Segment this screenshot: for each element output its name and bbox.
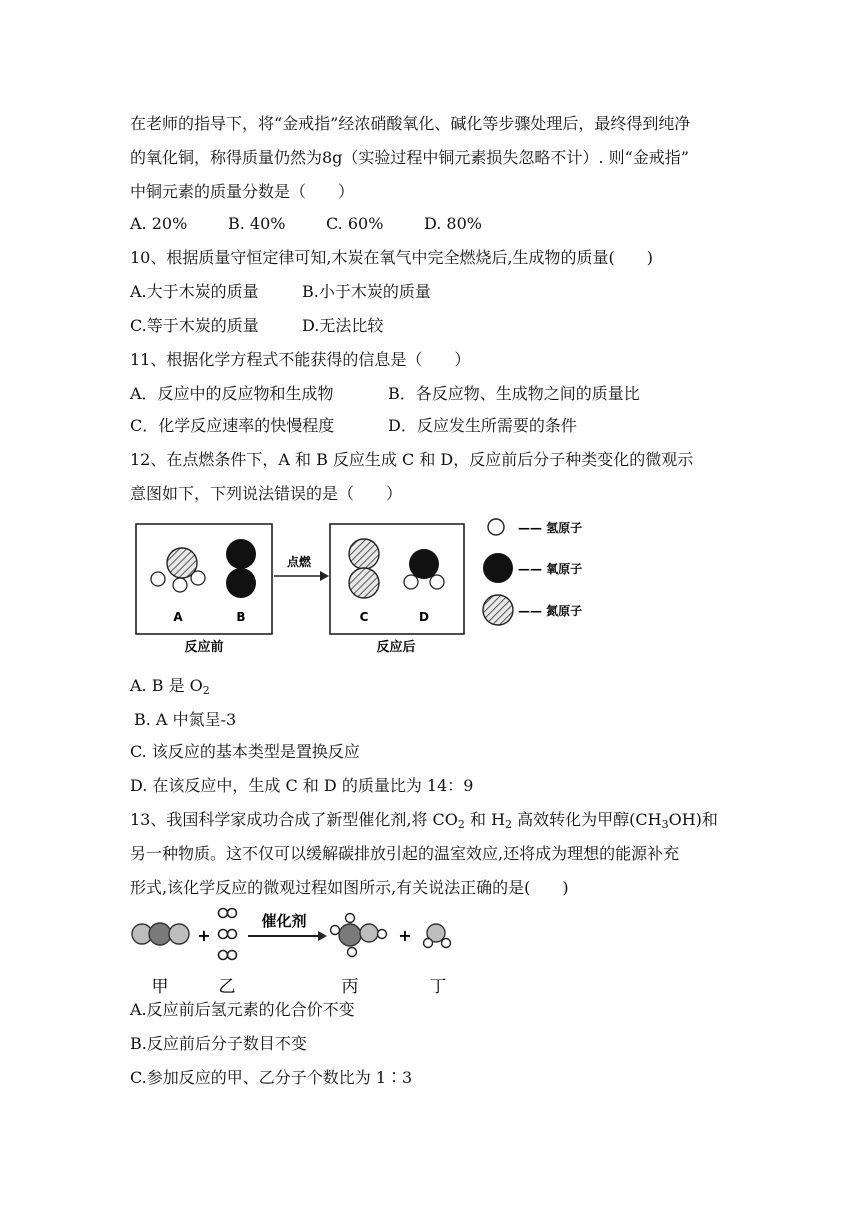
q13-option-a: A.反应前后氢元素的化合价不变 [130, 1000, 355, 1019]
q12-option-d: D. 在该反应中，生成 C 和 D 的质量比为 14：9 [130, 776, 474, 795]
q9-options [130, 214, 482, 234]
label-before: 反应前 [184, 640, 224, 655]
plus-1: + [197, 926, 211, 945]
molecule-yi [219, 909, 237, 960]
q13-reaction-figure [128, 900, 468, 1000]
q9-stem-line-2: 的氧化铜，称得质量仍然为8g（实验过程中铜元素损失忽略不计）. 则“金戒指” [130, 148, 689, 167]
label-d: D [419, 610, 429, 624]
q10-option-d: D.无法比较 [302, 316, 384, 335]
legend-hydrogen-label: —— 氢原子 [518, 521, 583, 535]
q10-stem: 10、根据质量守恒定律可知,木炭在氧气中完全燃烧后,生成物的质量( ) [130, 248, 654, 267]
molecule-jia [132, 923, 189, 945]
legend-oxygen-swatch [483, 553, 513, 583]
legend-oxygen-label: —— 氧原子 [518, 562, 583, 576]
q9-option-b: B. 40% [228, 214, 286, 233]
q12-reaction-figure [134, 516, 614, 658]
molecule-a [151, 548, 205, 592]
q12-option-c: C. 该反应的基本类型是置换反应 [130, 742, 360, 761]
q11-stem: 11、根据化学方程式不能获得的信息是（ ） [130, 350, 471, 369]
q9-stem-line-3: 中铜元素的质量分数是（ ） [130, 182, 355, 201]
q13-stem-part-4: OH)和 [668, 810, 718, 829]
reaction-arrow [274, 571, 329, 581]
q13-stem-line-2: 另一种物质。这不仅可以缓解碳排放引起的温室效应,还将成为理想的能源补充 [130, 844, 680, 863]
q13-sub-1: 2 [457, 818, 465, 831]
q13-stem-line-3: 形式,该化学反应的微观过程如图所示,有关说法正确的是( ) [130, 878, 569, 897]
q9-option-d: D. 80% [424, 214, 482, 233]
q13-sub-2: 2 [505, 818, 513, 831]
label-c: C [359, 610, 369, 624]
q12-stem-line-2: 意图如下，下列说法错误的是（ ） [130, 484, 403, 503]
molecule-d [404, 549, 444, 589]
plus-2: + [398, 926, 412, 945]
q12-option-a-subscript: 2 [202, 684, 210, 697]
label-bing: 丙 [341, 977, 359, 997]
q10-option-c: C.等于木炭的质量 [130, 316, 259, 335]
q13-stem-part-1: 13、我国科学家成功合成了新型催化剂,将 CO [130, 810, 458, 829]
arrow-label-ignite: 点燃 [286, 555, 312, 569]
q13-option-b: B.反应前后分子数目不变 [130, 1034, 307, 1053]
label-ding: 丁 [429, 977, 447, 997]
legend-hydrogen-swatch [488, 519, 504, 535]
q11-option-a: A．反应中的反应物和生成物 [130, 384, 334, 403]
q9-stem-line-1: 在老师的指导下，将“金戒指”经浓硝酸氧化、碱化等步骤处理后，最终得到纯净 [130, 114, 691, 133]
label-yi: 乙 [218, 977, 236, 997]
q11-option-b: B．各反应物、生成物之间的质量比 [388, 384, 640, 403]
label-a: A [173, 610, 183, 624]
q10-option-b: B.小于木炭的质量 [302, 282, 431, 301]
q11-option-d: D．反应发生所需要的条件 [388, 416, 577, 435]
label-jia: 甲 [151, 977, 169, 997]
legend-nitrogen-swatch [483, 595, 513, 625]
molecule-b [226, 539, 256, 598]
q13-stem-part-3: 高效转化为甲醇(CH [512, 810, 662, 829]
q12-option-a-text: A. B 是 O [130, 676, 203, 695]
q12-stem-line-1: 12、在点燃条件下，A 和 B 反应生成 C 和 D，反应前后分子种类变化的微观示 [130, 450, 694, 469]
q12-option-b: B. A 中氮呈-3 [134, 710, 237, 729]
q10-options-row-2 [130, 316, 383, 336]
q12-option-a [130, 676, 210, 696]
q13-sub-3: 3 [661, 818, 669, 831]
q13-stem-line-1 [130, 810, 718, 830]
label-after: 反应后 [376, 640, 416, 655]
q10-option-a: A.大于木炭的质量 [130, 282, 259, 301]
catalyst-label: 催化剂 [261, 912, 307, 930]
molecule-c [349, 539, 379, 598]
q11-options-row-1 [130, 384, 640, 404]
label-b: B [236, 610, 246, 624]
q9-option-c: C. 60% [326, 214, 384, 233]
molecule-bing [331, 914, 387, 957]
legend-nitrogen-label: —— 氮原子 [518, 604, 583, 618]
legend [483, 519, 582, 625]
q13-option-c: C.参加反应的甲、乙分子个数比为 1∶3 [130, 1068, 413, 1087]
q9-option-a: A. 20% [130, 214, 188, 233]
q10-options-row-1 [130, 282, 431, 302]
q13-stem-part-2: 和 H [464, 810, 506, 829]
q11-option-c: C．化学反应速率的快慢程度 [130, 416, 335, 435]
q11-options-row-2 [130, 416, 577, 436]
reaction-arrow-13 [248, 931, 327, 941]
molecule-ding [424, 924, 451, 948]
